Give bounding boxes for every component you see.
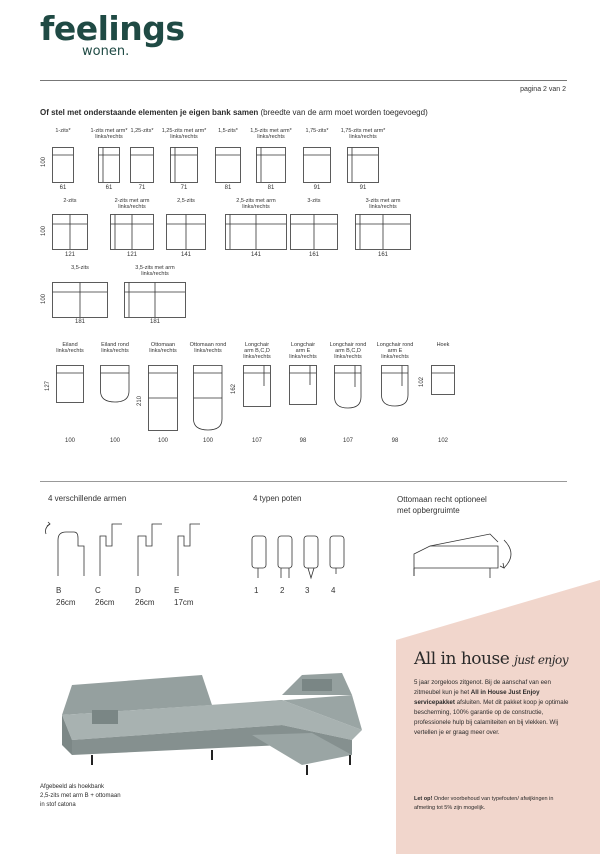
promo-title-main: All in house	[414, 649, 510, 669]
promo-note-bold: Let op!	[414, 796, 433, 802]
module-label: 3,5-zits	[71, 265, 89, 271]
module-width: 71	[180, 185, 188, 191]
module-width: 91	[313, 185, 321, 191]
module-drawing	[381, 365, 409, 407]
promo-text-bold: All in House Just Enjoy servicepakket	[414, 689, 540, 706]
module-label: 3-zits	[307, 198, 321, 204]
arm-e-letter: E	[174, 586, 180, 595]
module-label: 1,25-zits met arm* links/rechts	[161, 128, 207, 140]
module-drawing	[225, 214, 287, 250]
module-width: 107	[251, 438, 262, 444]
module-label: 1-zits met arm* links/rechts	[90, 128, 128, 140]
row4-height-d: 102	[419, 376, 425, 387]
module-label: Longchair rond arm E links/rechts	[376, 342, 414, 360]
arm-d-size: 26cm	[135, 598, 155, 607]
module-drawing	[289, 365, 317, 405]
module-drawing	[347, 147, 379, 183]
module-width: 61	[105, 185, 113, 191]
arms-title: 4 verschillende armen	[48, 494, 127, 503]
legs-drawing	[248, 534, 348, 582]
row1-height: 100	[41, 156, 47, 167]
row4-height-c: 162	[231, 383, 237, 394]
module-drawing	[52, 282, 108, 318]
brand-name: feelings	[40, 9, 185, 48]
module-label: 2,5-zits	[177, 198, 195, 204]
module-width: 181	[149, 319, 160, 325]
module-width: 161	[377, 252, 388, 258]
leg-3: 3	[305, 586, 310, 595]
module-drawing	[334, 365, 362, 409]
module-drawing	[110, 214, 154, 250]
module-label: 1-zits*	[55, 128, 71, 134]
module-label: 2-zits	[63, 198, 77, 204]
module-width: 141	[180, 252, 191, 258]
module-drawing	[290, 214, 338, 250]
header-rule	[40, 80, 567, 81]
module-drawing	[52, 147, 74, 183]
leg-4: 4	[331, 586, 336, 595]
module-label: Longchair arm B,C,D links/rechts	[243, 342, 271, 360]
module-width: 161	[308, 252, 319, 258]
brand-logo	[40, 10, 185, 59]
module-drawing	[303, 147, 331, 183]
module-drawing	[100, 365, 130, 403]
promo-text-1: 5 jaar zorgeloos zitgenot. Bij de aanschaf van een zitmeubel kun je het	[414, 679, 551, 696]
module-width: 107	[342, 438, 353, 444]
row4-height-a: 127	[45, 380, 51, 391]
module-width: 81	[267, 185, 275, 191]
module-label: 1,75-zits met arm* links/rechts	[340, 128, 386, 140]
arms-drawing	[40, 518, 210, 580]
module-label: Longchair arm E links/rechts	[289, 342, 317, 360]
ottoman-drawing	[400, 520, 520, 584]
arm-d-letter: D	[135, 586, 141, 595]
module-drawing	[52, 214, 88, 250]
module-drawing	[170, 147, 198, 183]
module-drawing	[256, 147, 286, 183]
arm-c-letter: C	[95, 586, 101, 595]
module-label: Longchair rond arm B,C,D links/rechts	[329, 342, 367, 360]
arm-e-size: 17cm	[174, 598, 194, 607]
module-label: Eiland rond links/rechts	[101, 342, 129, 354]
module-label: Ottomaan links/rechts	[149, 342, 177, 354]
row3-height: 100	[41, 293, 47, 304]
module-width: 102	[437, 438, 448, 444]
heading-bold: Of stel met onderstaande elementen je eigen bank samen	[40, 108, 259, 117]
module-width: 98	[299, 438, 307, 444]
module-drawing	[193, 365, 223, 431]
module-drawing	[355, 214, 411, 250]
module-drawing	[431, 365, 455, 395]
module-width: 121	[64, 252, 75, 258]
module-drawing	[124, 282, 186, 318]
leg-1: 1	[254, 586, 259, 595]
module-drawing	[215, 147, 241, 183]
module-width: 98	[391, 438, 399, 444]
module-drawing	[98, 147, 120, 183]
module-width: 121	[126, 252, 137, 258]
module-drawing	[56, 365, 84, 403]
module-drawing	[130, 147, 154, 183]
module-label: 3-zits met arm links/rechts	[365, 198, 401, 210]
ottoman-title: Ottomaan recht optioneel met opbergruimte	[397, 495, 487, 515]
module-width: 91	[359, 185, 367, 191]
module-width: 100	[109, 438, 120, 444]
promo-text-2: afsluiten. Met dit pakket koop je optimale bescherming, 100% garantie op de constructie, professionele hulp bij calamiteiten en bij vlekken. Wij vertellen je er graag meer over.	[414, 699, 569, 736]
arm-b-size: 26cm	[56, 598, 76, 607]
arm-b-letter: B	[56, 586, 62, 595]
module-drawing	[148, 365, 178, 431]
module-width: 100	[157, 438, 168, 444]
module-label: Hoek	[436, 342, 450, 348]
module-width: 100	[64, 438, 75, 444]
heading-normal: (breedte van de arm moet worden toegevoegd)	[258, 108, 428, 117]
module-label: 3,5-zits met arm links/rechts	[135, 265, 175, 277]
module-width: 100	[202, 438, 213, 444]
module-label: 1,5-zits met arm* links/rechts	[250, 128, 292, 140]
section-rule	[40, 481, 567, 482]
module-width: 71	[138, 185, 146, 191]
brand-sub: wonen.	[82, 44, 130, 59]
leg-2: 2	[280, 586, 285, 595]
promo-text	[414, 678, 574, 738]
module-label: Ottomaan rond links/rechts	[189, 342, 227, 354]
corner-sofa-image	[52, 655, 382, 780]
module-width: 181	[74, 319, 85, 325]
row2-height: 100	[41, 225, 47, 236]
promo-title	[414, 649, 568, 669]
module-width: 141	[250, 252, 261, 258]
module-label: 1,75-zits*	[305, 128, 329, 134]
module-label: 2-zits met arm links/rechts	[114, 198, 150, 210]
module-label: 1,25-zits*	[130, 128, 154, 134]
module-label: Eiland links/rechts	[56, 342, 84, 354]
image-caption: Afgebeeld als hoekbank 2,5-zits met arm B + ottomaan in stof catona	[40, 784, 121, 808]
module-drawing	[243, 365, 271, 407]
section-heading	[40, 108, 428, 117]
promo-note-text: Onder voorbehoud van typefouten/ afwijkingen in afmeting tot 5% zijn mogelijk.	[414, 796, 554, 811]
promo-note	[414, 795, 574, 813]
module-label: 1,5-zits*	[218, 128, 238, 134]
module-label: 2,5-zits met arm links/rechts	[236, 198, 276, 210]
module-width: 61	[59, 185, 67, 191]
legs-title: 4 typen poten	[253, 494, 302, 503]
row4-height-b: 210	[137, 395, 143, 406]
promo-title-italic: just enjoy	[514, 653, 568, 667]
arm-c-size: 26cm	[95, 598, 115, 607]
module-width: 81	[224, 185, 232, 191]
page-number: pagina 2 van 2	[520, 86, 566, 93]
module-drawing	[166, 214, 206, 250]
